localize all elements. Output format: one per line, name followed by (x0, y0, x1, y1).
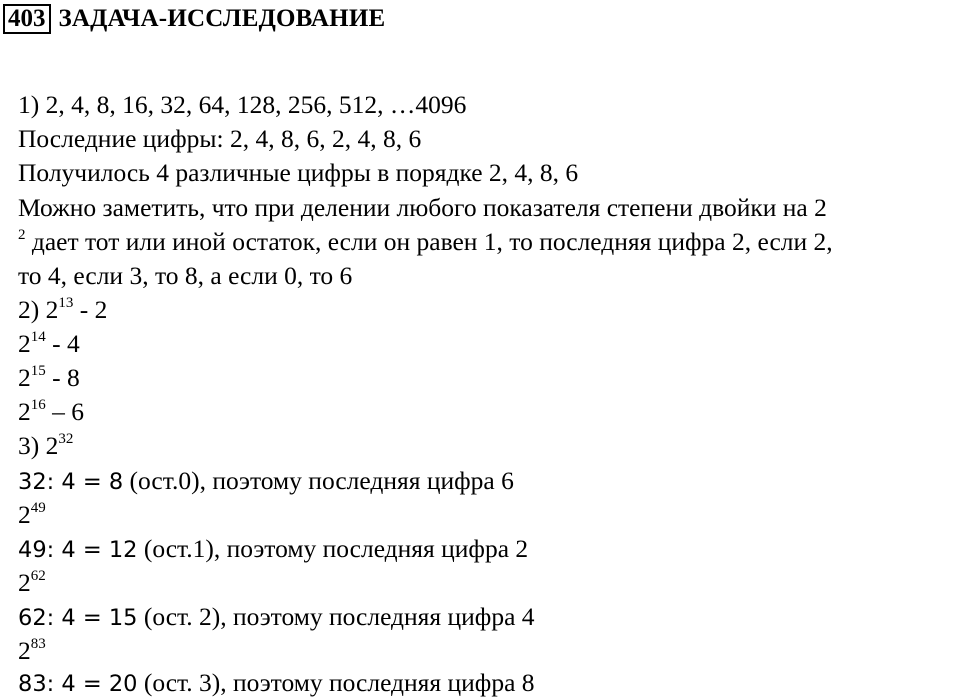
power-exponent: 13 (58, 295, 74, 311)
power-row (18, 431, 73, 465)
power-exponent: 32 (58, 431, 74, 447)
text-line-3: Получилось 4 различные цифры в порядке 2, 4, 8, 6 (18, 158, 579, 187)
power-base: 2 (18, 329, 31, 358)
power-exponent: 83 (30, 636, 46, 652)
power-row (18, 295, 107, 329)
power-tail: - 4 (45, 329, 80, 358)
power-row (18, 397, 84, 431)
power-exponent: 14 (30, 329, 46, 345)
division-expression: 62: 4 = 15 (18, 605, 138, 631)
division-result-text: (ост.1), поэтому последняя цифра 2 (137, 534, 529, 563)
power-row (18, 500, 46, 534)
division-result-text: (ост. 2), поэтому последняя цифра 4 (137, 602, 535, 631)
text-line-5-body: дает тот или иной остаток, если он равен 1, то последняя цифра 2, если 2, (25, 227, 833, 256)
power-row (18, 568, 46, 602)
power-exponent: 16 (30, 397, 46, 413)
division-expression: 32: 4 = 8 (18, 469, 124, 495)
power-row (18, 363, 80, 397)
power-exponent: 49 (30, 500, 46, 516)
power-base: 2 (18, 500, 31, 529)
division-row (18, 668, 535, 699)
power-exponent: 15 (30, 363, 46, 379)
division-expression: 49: 4 = 12 (18, 537, 138, 563)
division-expression: 83: 4 = 20 (18, 671, 138, 697)
division-row (18, 602, 535, 633)
power-row (18, 636, 46, 670)
division-result-text: (ост. 3), поэтому последняя цифра 8 (137, 668, 535, 697)
division-result-text: (ост.0), поэтому последняя цифра 6 (123, 466, 514, 495)
power-tail: - 8 (45, 363, 80, 392)
power-base: 2 (18, 568, 31, 597)
text-line-4: Можно заметить, что при делении любого показателя степени двойки на 2 (18, 193, 827, 222)
text-line-2: Последние цифры: 2, 4, 8, 6, 2, 4, 8, 6 (18, 124, 422, 153)
power-base: 2 (45, 295, 59, 324)
power-row (18, 329, 80, 363)
power-base: 2 (18, 363, 31, 392)
division-row (18, 466, 514, 497)
power-base: 2 (18, 636, 31, 665)
text-line-1: 1) 2, 4, 8, 16, 32, 64, 128, 256, 512, …4096 (18, 90, 467, 119)
part-2-prefix: 2) (18, 295, 46, 324)
task-header (3, 4, 385, 34)
task-title: ЗАДАЧА-ИССЛЕДОВАНИЕ (58, 5, 386, 32)
division-row (18, 534, 528, 565)
task-number: 403 (3, 4, 51, 34)
power-tail: – 6 (45, 397, 84, 426)
power-base: 2 (45, 431, 59, 460)
stray-superscript: 2 (18, 227, 26, 243)
power-tail: - 2 (73, 295, 108, 324)
text-line-5 (18, 227, 833, 261)
part-3-prefix: 3) (18, 431, 46, 460)
power-exponent: 62 (30, 568, 46, 584)
power-base: 2 (18, 397, 31, 426)
text-line-6: то 4, если 3, то 8, а если 0, то 6 (18, 261, 353, 290)
